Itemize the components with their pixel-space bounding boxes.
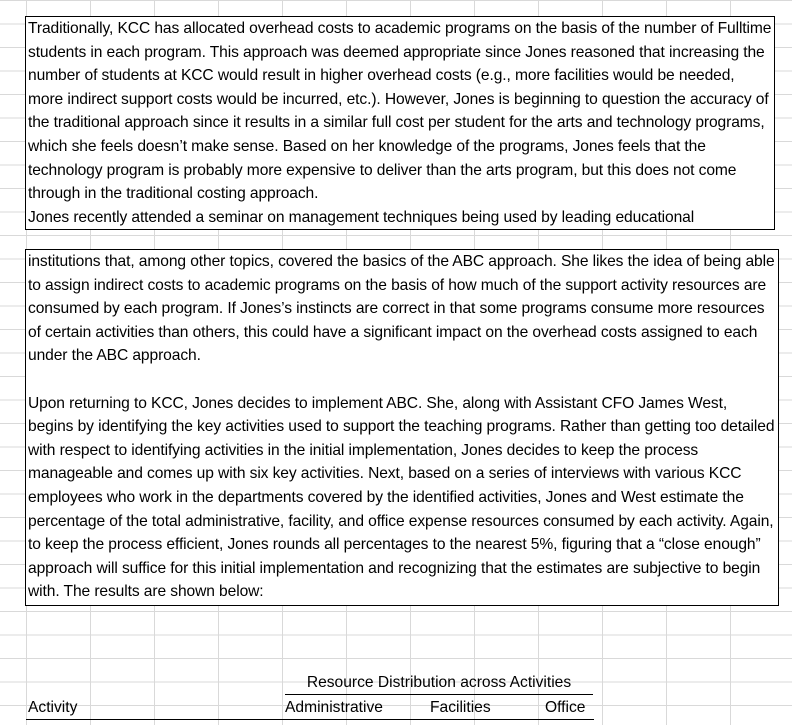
- administrative-column-header[interactable]: Administrative: [285, 699, 383, 716]
- office-column-header[interactable]: Office: [545, 699, 586, 716]
- paragraph-gap: [28, 368, 776, 392]
- activity-column-header[interactable]: Activity: [28, 699, 78, 716]
- seminar-sentence: Jones recently attended a seminar on management techniques being used by leading educational: [28, 208, 695, 226]
- header-row-border: [26, 719, 594, 720]
- resource-distribution-header[interactable]: Resource Distribution across Activities: [285, 671, 593, 695]
- intro-paragraph: Traditionally, KCC has allocated overhead costs to academic programs on the basis of the number of Fulltime students in each program. This approach was deemed appropriate since Jones reasoned that increasing the number of students at KCC would result in higher overhead costs (e.g., more facilities would be needed, more indirect support costs would be incurred, etc.). However, Jones is beginning to question the accuracy of the traditional approach since it results in a similar full cost per student for the arts and technology programs, which she feels doesn’t make sense. Based on her knowledge of the programs, Jones feels that the technology program is probably more expensive to deliver than the arts program, but this does not come through in the traditional costing approach.: [28, 20, 772, 203]
- text-box-abc[interactable]: [25, 249, 779, 606]
- abc-paragraph: institutions that, among other topics, covered the basics of the ABC approach. She likes the idea of being able to assign indirect costs to academic programs on the basis of how much of the support activity resources are consumed by each program. If Jones’s instincts are correct in that some programs consume more resources of certain activities than others, this could have a significant impact on the overhead costs assigned to each under the ABC approach.: [28, 253, 775, 365]
- text-box-intro[interactable]: [25, 16, 775, 230]
- facilities-column-header[interactable]: Facilities: [430, 699, 491, 716]
- implementation-paragraph: Upon returning to KCC, Jones decides to implement ABC. She, along with Assistant CFO James West, begins by identifying the key activities used to support the teaching programs. Rather than getting too detailed with respect to identifying activities in the initial implementation, Jones decides to keep the process manageable and comes up with six key activities. Next, based on a series of interviews with various KCC employees who work in the departments covered by the identified activities, Jones and West estimate the percentage of the total administrative, facility, and office expense resources consumed by each activity. Again, to keep the process efficient, Jones rounds all percentages to the nearest 5%, figuring that a “close enough” approach will suffice for this initial implementation and recognizing that the estimates are subjective to begin with. The results are shown below:: [28, 394, 775, 601]
